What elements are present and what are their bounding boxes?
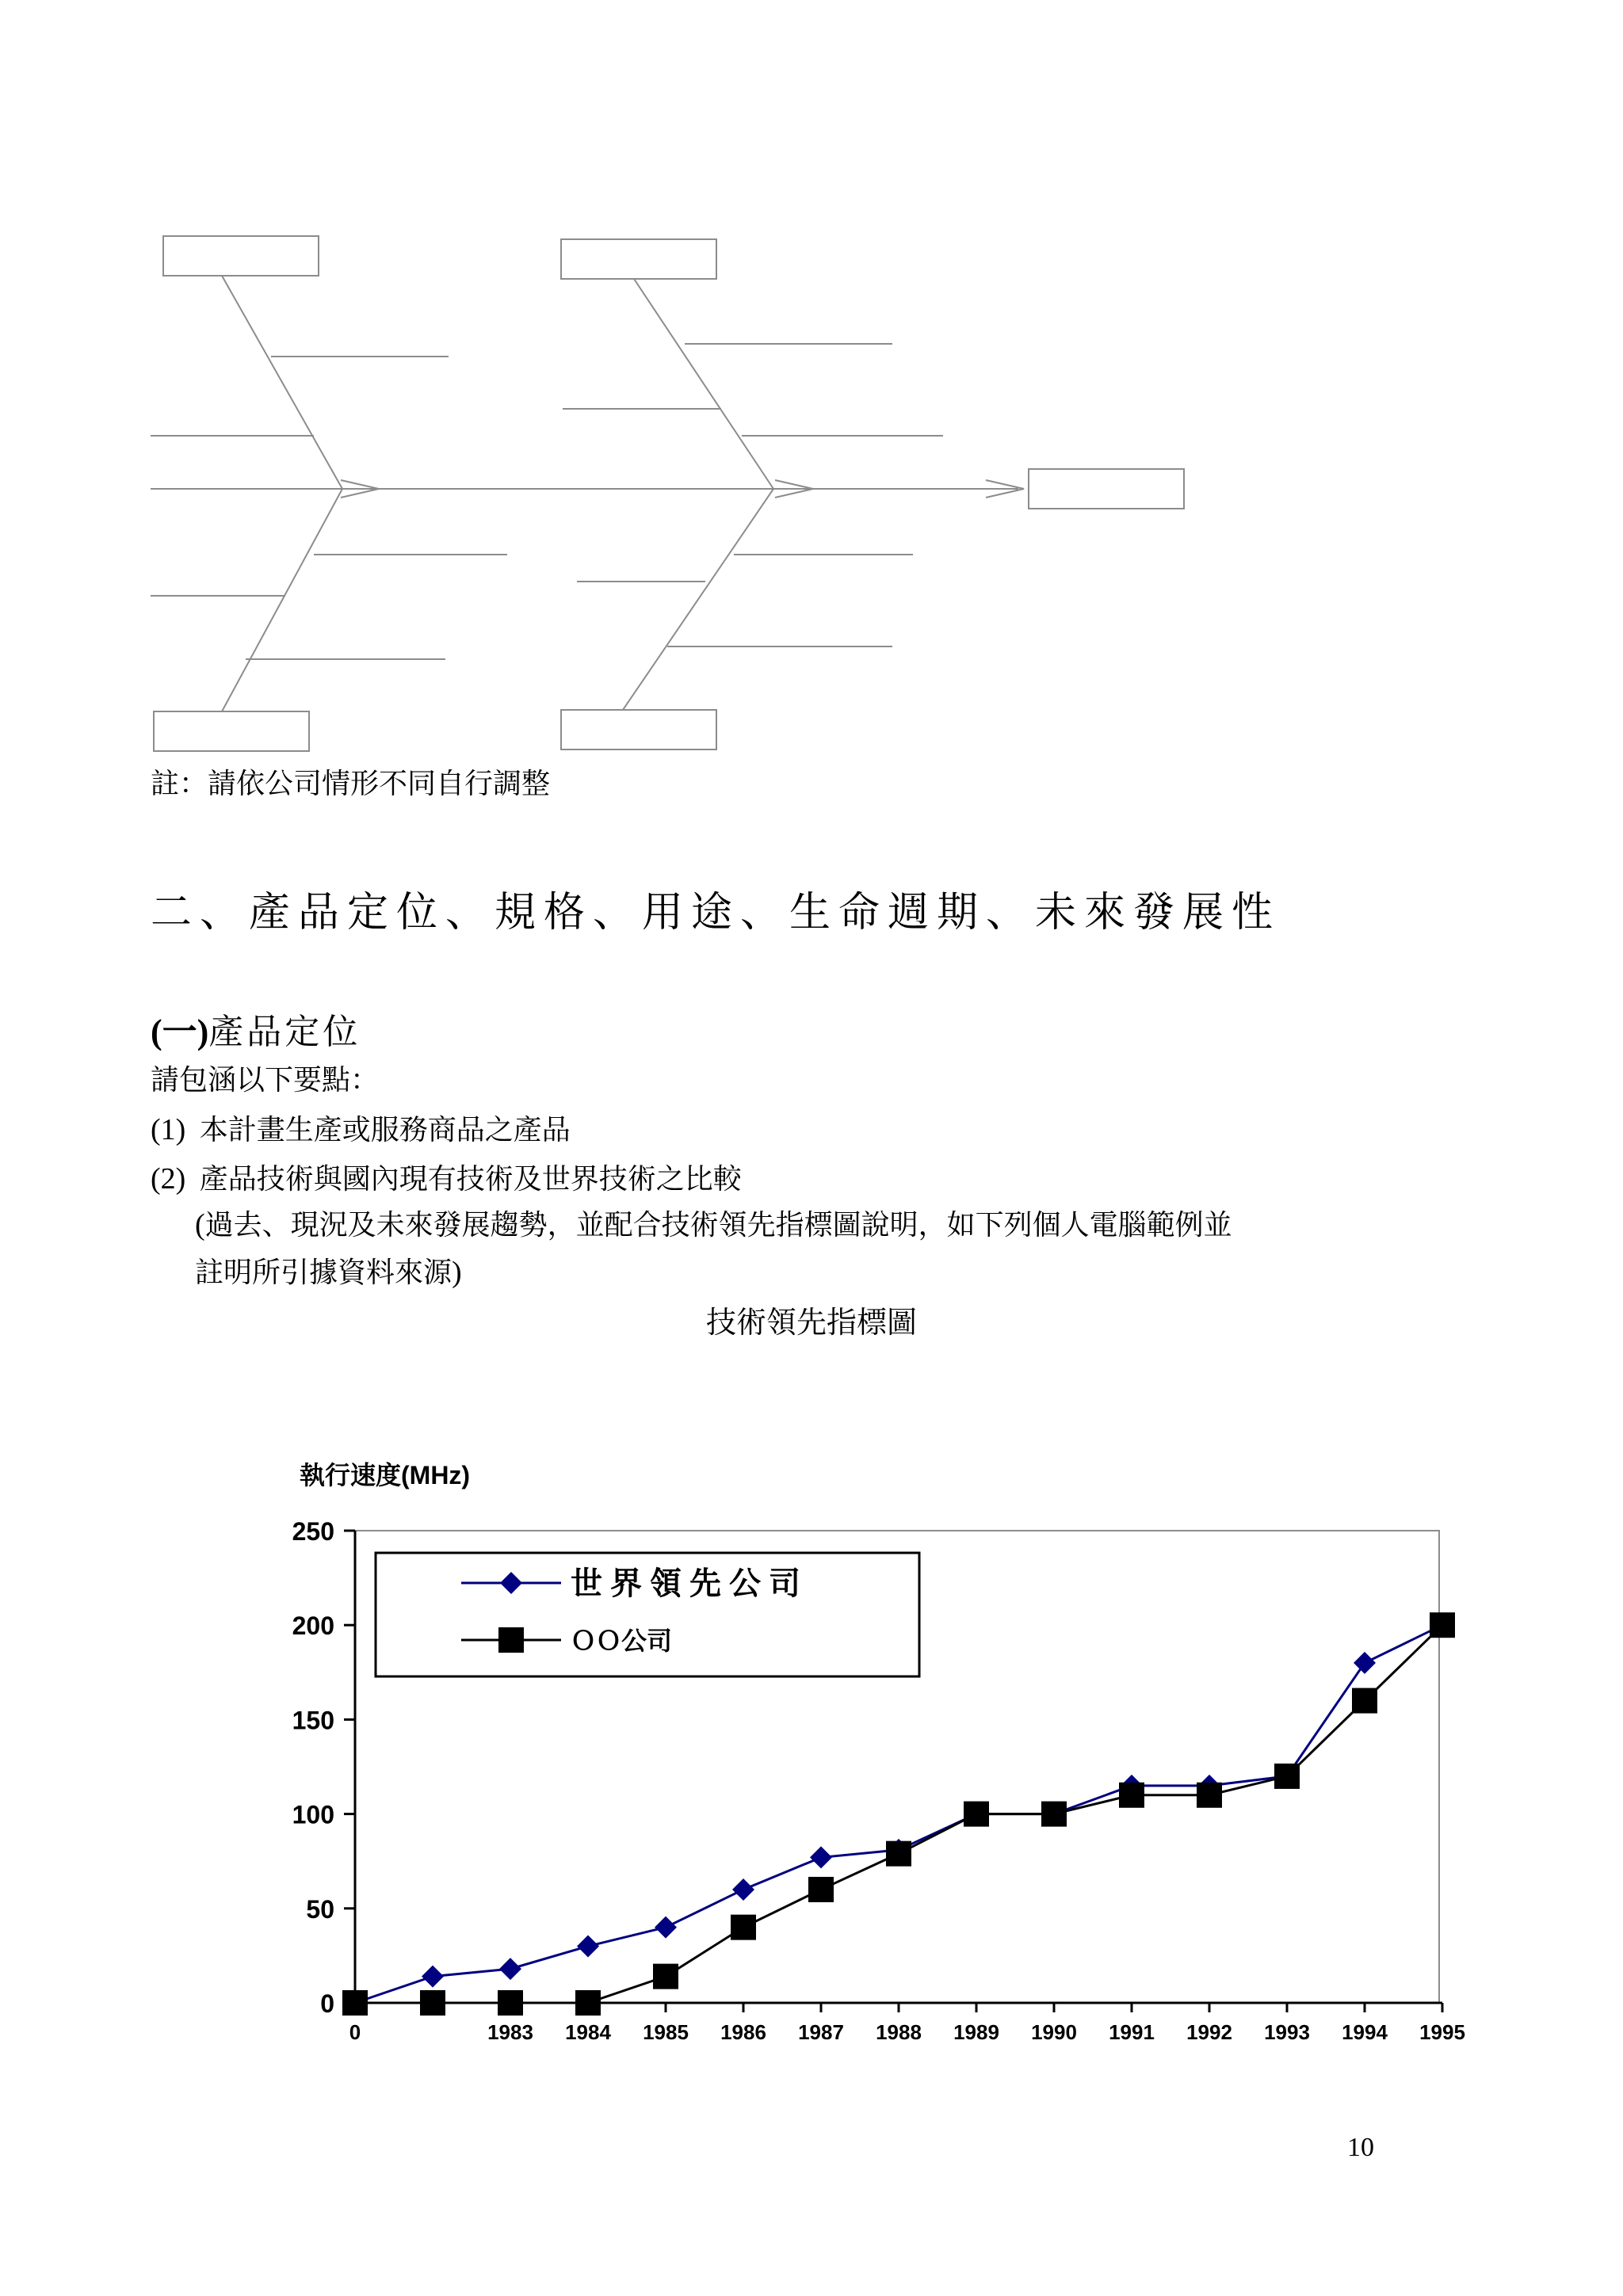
data-point-square (1430, 1612, 1455, 1638)
x-tick-label: 1984 (565, 2020, 611, 2044)
data-point-square (1197, 1783, 1222, 1808)
legend-label: ＯＯ公司 (571, 1627, 673, 1655)
series-line (355, 1625, 1442, 2003)
page-number: 10 (1347, 2133, 1374, 2162)
y-tick-label: 150 (292, 1706, 334, 1735)
subsection-number: (一) (151, 1013, 209, 1051)
x-tick-label: 1983 (487, 2020, 533, 2044)
x-tick-label: 1993 (1264, 2020, 1310, 2044)
list-item-number: (2) (151, 1162, 186, 1196)
series-line (355, 1625, 1442, 2003)
data-point-diamond (577, 1935, 599, 1957)
open-paren: ( (195, 1208, 205, 1241)
data-point-square (1352, 1688, 1377, 1714)
data-point-diamond (655, 1917, 677, 1939)
x-tick-label: 1988 (876, 2020, 922, 2044)
data-point-square (575, 1990, 601, 2016)
data-point-square (1274, 1764, 1300, 1789)
detail-text: 註明所引據資料來源 (195, 1257, 453, 1289)
list-item-text: 產品技術與國內現有技術及世界技術之比較 (199, 1163, 742, 1196)
y-tick-label: 0 (320, 1989, 334, 2018)
data-point-square (342, 1990, 368, 2016)
x-tick-label: 1990 (1031, 2020, 1077, 2044)
subsection-title: 產品定位 (208, 1012, 361, 1052)
fishbone-note: 註：請依公司情形不同自行調整 (151, 768, 551, 800)
legend-label: 世界領先公司 (571, 1566, 808, 1601)
y-tick-label: 100 (292, 1800, 334, 1829)
data-point-diamond (1354, 1652, 1376, 1674)
y-axis-label: 執行速度(MHz) (300, 1461, 471, 1489)
x-tick-label: 0 (349, 2020, 361, 2044)
data-point-square (498, 1990, 523, 2016)
y-tick-label: 250 (292, 1517, 334, 1546)
x-tick-label: 1989 (953, 2020, 999, 2044)
data-point-square (731, 1915, 756, 1940)
x-tick-label: 1995 (1419, 2020, 1465, 2044)
data-point-diamond (422, 1966, 444, 1988)
data-point-square (1119, 1783, 1144, 1808)
x-tick-label: 1986 (720, 2020, 766, 2044)
x-tick-label: 1994 (1342, 2020, 1388, 2044)
x-tick-label: 1991 (1109, 2020, 1155, 2044)
data-point-square (964, 1802, 989, 1827)
x-tick-label: 1985 (643, 2020, 689, 2044)
intro-text: 請包涵以下要點： (151, 1064, 380, 1097)
data-point-diamond (810, 1846, 832, 1868)
y-tick-label: 200 (292, 1611, 334, 1641)
detail-text: 過去、現況及未來發展趨勢，並配合技術領先指標圖說明，如下列個人電腦範例並 (204, 1209, 1232, 1241)
data-point-square (886, 1841, 911, 1867)
close-paren: ) (452, 1256, 462, 1289)
data-point-square (420, 1990, 445, 2016)
data-point-diamond (732, 1878, 754, 1901)
data-point-square (808, 1877, 834, 1902)
chart-caption: 技術領先指標圖 (705, 1305, 917, 1340)
y-tick-label: 50 (306, 1894, 334, 1924)
section-heading: 二、產品定位、規格、用途、生命週期、未來發展性 (151, 889, 1281, 936)
data-point-diamond (499, 1958, 521, 1980)
data-point-square (1041, 1802, 1067, 1827)
list-item-text: 本計畫生產或服務商品之產品 (199, 1114, 571, 1146)
x-tick-label: 1992 (1186, 2020, 1232, 2044)
list-item-number: (1) (151, 1113, 186, 1146)
data-point-square (653, 1964, 678, 1989)
x-tick-label: 1987 (798, 2020, 844, 2044)
legend-square-marker (498, 1627, 524, 1653)
